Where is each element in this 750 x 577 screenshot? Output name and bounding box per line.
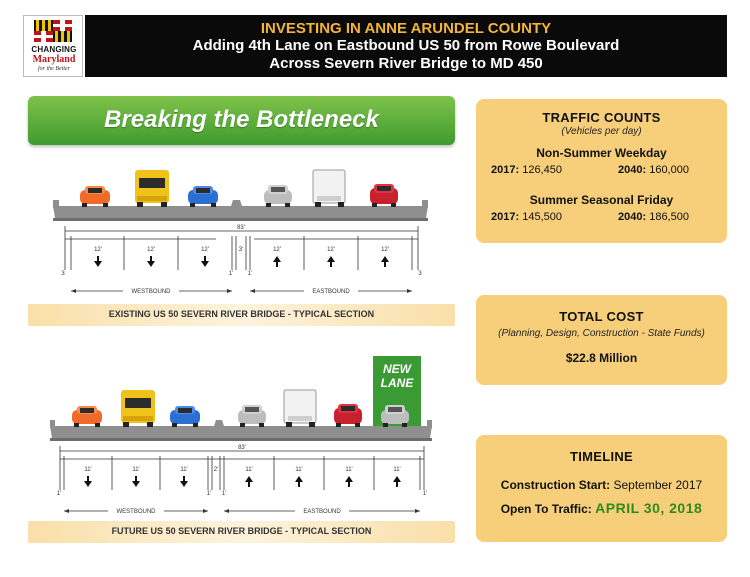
car-icon <box>170 406 200 427</box>
construction-start-label: Construction Start: <box>500 478 611 492</box>
lane-width-label: 11' <box>295 467 303 473</box>
friday-year-1: 2017: <box>491 211 520 223</box>
total-width-label: 83' <box>238 445 246 451</box>
header-title-line-1: Adding 4th Lane on Eastbound US 50 from Rowe Boulevard <box>192 37 620 54</box>
truck-icon <box>121 390 155 427</box>
car-icon <box>381 405 409 427</box>
logo-line-3: for the Better <box>38 66 70 72</box>
shoulder-width-label: 1' <box>422 491 428 497</box>
shoulder-width-label: 1' <box>56 491 62 497</box>
shoulder-width-label: 1' <box>206 491 212 497</box>
shoulder-width-label: 1' <box>221 491 227 497</box>
total-width-label: 83' <box>237 225 245 231</box>
westbound-label: WESTBOUND <box>116 509 156 515</box>
lane-width-label: 11' <box>84 467 92 473</box>
header-title-line-2: Across Severn River Bridge to MD 450 <box>269 55 543 72</box>
weekday-value-1: 126,450 <box>522 164 562 176</box>
headline-text: Breaking the Bottleneck <box>104 106 379 133</box>
lane-width-label: 11' <box>393 467 401 473</box>
shoulder-width-label: 1' <box>228 271 234 277</box>
logo-line-2: Maryland <box>32 54 76 65</box>
box-truck-icon <box>284 390 316 427</box>
cost-title: TOTAL COST <box>559 309 644 324</box>
eastbound-label: EASTBOUND <box>303 509 341 515</box>
existing-caption-bar <box>28 304 455 326</box>
lane-width-label: 11' <box>245 467 253 473</box>
car-icon <box>238 405 266 427</box>
car-icon <box>188 186 218 207</box>
future-caption-bar <box>28 521 455 543</box>
up-arrow-icon <box>273 256 389 267</box>
lane-width-label: 12' <box>147 247 155 253</box>
truck-icon <box>135 170 169 207</box>
future-caption: FUTURE US 50 SEVERN RIVER BRIDGE - TYPICAL SECTION <box>111 526 372 536</box>
timeline-card <box>476 435 727 542</box>
total-cost-card <box>476 295 727 385</box>
median-width-label: 3' <box>238 247 244 253</box>
logo-line-1: CHANGING <box>31 45 77 54</box>
open-to-traffic-row <box>476 500 727 516</box>
car-icon <box>334 404 362 427</box>
box-truck-icon <box>313 170 345 207</box>
up-arrow-icon <box>245 476 401 487</box>
lane-width-label: 12' <box>273 247 281 253</box>
friday-year-2: 2040: <box>618 211 647 223</box>
shoulder-width-label: 3 <box>61 271 65 277</box>
car-icon <box>72 406 102 427</box>
lane-width-label: 12' <box>201 247 209 253</box>
header-bar <box>85 15 727 77</box>
westbound-label: WESTBOUND <box>131 289 171 295</box>
car-icon <box>370 184 398 207</box>
shoulder-width-label: 1' <box>247 271 253 277</box>
traffic-subtitle: (Vehicles per day) <box>561 126 642 137</box>
lane-width-label: 11' <box>180 467 188 473</box>
headline-banner <box>28 96 455 145</box>
eastbound-label: EASTBOUND <box>312 289 350 295</box>
weekday-value-2: 160,000 <box>649 164 689 176</box>
traffic-counts-card <box>476 99 727 243</box>
weekday-year-2: 2040: <box>618 164 647 176</box>
friday-values <box>476 211 727 229</box>
traffic-title: TRAFFIC COUNTS <box>542 110 661 125</box>
new-lane-line-2: LANE <box>380 376 414 390</box>
future-section-diagram <box>28 380 458 520</box>
changing-maryland-logo <box>23 15 83 77</box>
down-arrow-icon <box>84 476 188 487</box>
timeline-title: TIMELINE <box>569 449 634 464</box>
lane-width-label: 12' <box>94 247 102 253</box>
header-kicker: INVESTING IN ANNE ARUNDEL COUNTY <box>260 20 552 37</box>
cost-subtitle: (Planning, Design, Construction - State Funds) <box>498 328 705 339</box>
lane-width-label: 11' <box>345 467 353 473</box>
open-to-traffic-date: APRIL 30, 2018 <box>595 500 703 516</box>
weekday-values <box>476 164 727 182</box>
friday-value-2: 186,500 <box>649 211 689 223</box>
car-icon <box>80 186 110 207</box>
lane-width-label: 12' <box>327 247 335 253</box>
friday-label: Summer Seasonal Friday <box>529 193 674 207</box>
weekday-year-1: 2017: <box>491 164 520 176</box>
construction-start-value: September 2017 <box>613 478 703 492</box>
construction-start-row <box>476 478 727 492</box>
cost-amount: $22.8 Million <box>565 351 638 365</box>
existing-section-diagram <box>28 160 458 300</box>
car-icon <box>264 185 292 207</box>
shoulder-width-label: 3 <box>418 271 422 277</box>
existing-caption: EXISTING US 50 SEVERN RIVER BRIDGE - TYPICAL SECTION <box>108 309 375 319</box>
lane-width-label: 12' <box>381 247 389 253</box>
open-to-traffic-label: Open To Traffic: <box>500 502 592 516</box>
friday-value-1: 145,500 <box>522 211 562 223</box>
weekday-label: Non-Summer Weekday <box>536 146 667 160</box>
down-arrow-icon <box>94 256 209 267</box>
median-width-label: 2' <box>213 467 219 473</box>
new-lane-line-1: NEW <box>383 362 411 376</box>
maryland-flag-icon <box>34 20 72 42</box>
lane-width-label: 11' <box>132 467 140 473</box>
